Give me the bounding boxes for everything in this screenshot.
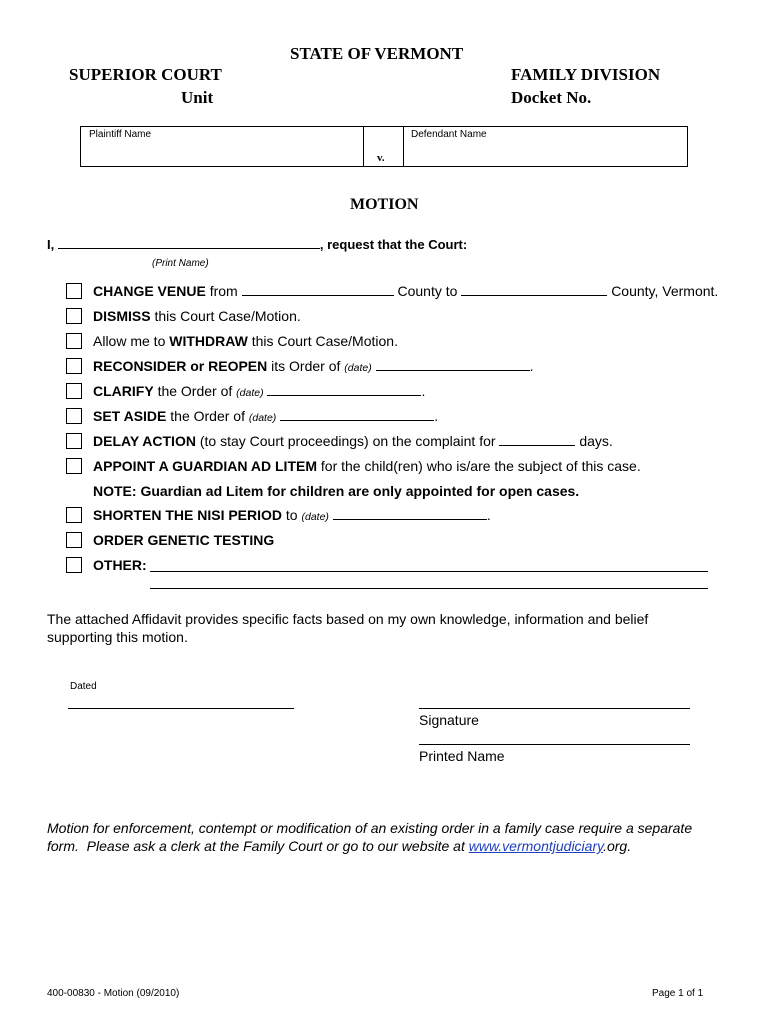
affidavit-line: The attached Affidavit provides specific facts based on my own knowledge, information and belief <box>47 611 649 627</box>
reconsider-option: RECONSIDER or REOPEN its Order of (date) . <box>93 358 534 374</box>
delay-action-option: DELAY ACTION (to stay Court proceedings) on the complaint for days. <box>93 433 613 449</box>
form-id: 400-00830 - Motion (09/2010) <box>47 988 180 999</box>
defendant-name-field[interactable] <box>404 128 686 165</box>
print-name-label: (Print Name) <box>152 258 209 269</box>
printed-name-field[interactable] <box>419 744 690 745</box>
request-line <box>47 237 467 252</box>
set-aside-option: SET ASIDE the Order of (date) . <box>93 408 439 424</box>
other-checkbox[interactable] <box>66 557 82 573</box>
dated-field[interactable] <box>68 708 294 709</box>
set-aside-checkbox[interactable] <box>66 408 82 424</box>
reconsider-date-field[interactable] <box>376 369 530 371</box>
affidavit-line: supporting this motion. <box>47 629 188 645</box>
state-title: STATE OF VERMONT <box>290 44 464 63</box>
signature-label: Signature <box>419 712 479 728</box>
court-name: SUPERIOR COURT <box>69 65 222 84</box>
enforcement-notice <box>47 819 692 855</box>
clarify-date-field[interactable] <box>267 394 421 396</box>
delay-days-field[interactable] <box>499 444 575 446</box>
guardian-option: APPOINT A GUARDIAN AD LITEM for the child(ren) who is/are the subject of this case. <box>93 458 641 474</box>
dismiss-option: DISMISS this Court Case/Motion. <box>93 308 301 324</box>
page-title: MOTION <box>350 196 419 213</box>
delay-action-checkbox[interactable] <box>66 433 82 449</box>
notice-line: Motion for enforcement, contempt or modification of an existing order in a family case require a separate <box>47 820 693 836</box>
guardian-checkbox[interactable] <box>66 458 82 474</box>
request-suffix: , request that the Court: <box>319 237 468 252</box>
withdraw-checkbox[interactable] <box>66 333 82 349</box>
printed-name-label: Printed Name <box>419 748 505 764</box>
print-name-field[interactable] <box>58 247 320 249</box>
dismiss-checkbox[interactable] <box>66 308 82 324</box>
set-aside-date-field[interactable] <box>280 419 434 421</box>
docket-label: Docket No. <box>511 88 592 107</box>
page-number: Page 1 of 1 <box>652 988 704 999</box>
other-option: OTHER: <box>93 557 147 573</box>
other-line-1[interactable] <box>150 571 708 572</box>
divider <box>363 127 364 166</box>
plaintiff-name-field[interactable] <box>82 128 362 165</box>
unit-label: Unit <box>181 88 214 107</box>
genetic-testing-checkbox[interactable] <box>66 532 82 548</box>
other-line-2[interactable] <box>150 588 708 589</box>
affidavit-statement <box>47 610 648 646</box>
to-county-field[interactable] <box>461 294 607 296</box>
division-name: FAMILY DIVISION <box>511 65 661 84</box>
plaintiff-name-label: Plaintiff Name <box>89 129 152 140</box>
nisi-checkbox[interactable] <box>66 507 82 523</box>
notice-line: form. Please ask a clerk at the Family Court or go to our website at www.vermontjudiciary.org. <box>47 838 632 854</box>
reconsider-checkbox[interactable] <box>66 358 82 374</box>
clarify-checkbox[interactable] <box>66 383 82 399</box>
nisi-option: SHORTEN THE NISI PERIOD to (date) . <box>93 507 491 523</box>
clarify-option: CLARIFY the Order of (date) . <box>93 383 426 399</box>
website-link[interactable]: www.vermontjudiciary <box>468 838 604 854</box>
change-venue-option: CHANGE VENUE from County to County, Vermont. <box>93 283 719 299</box>
from-county-field[interactable] <box>242 294 394 296</box>
genetic-testing-option: ORDER GENETIC TESTING <box>93 532 275 548</box>
defendant-name-label: Defendant Name <box>411 129 487 140</box>
nisi-date-field[interactable] <box>333 518 487 520</box>
withdraw-option: Allow me to WITHDRAW this Court Case/Motion. <box>93 333 398 349</box>
guardian-note: NOTE: Guardian ad Litem for children are only appointed for open cases. <box>93 483 580 499</box>
change-venue-checkbox[interactable] <box>66 283 82 299</box>
versus-label: v. <box>377 152 385 164</box>
dated-label: Dated <box>70 681 97 692</box>
signature-field[interactable] <box>419 708 690 709</box>
request-prefix: I, <box>47 237 55 252</box>
